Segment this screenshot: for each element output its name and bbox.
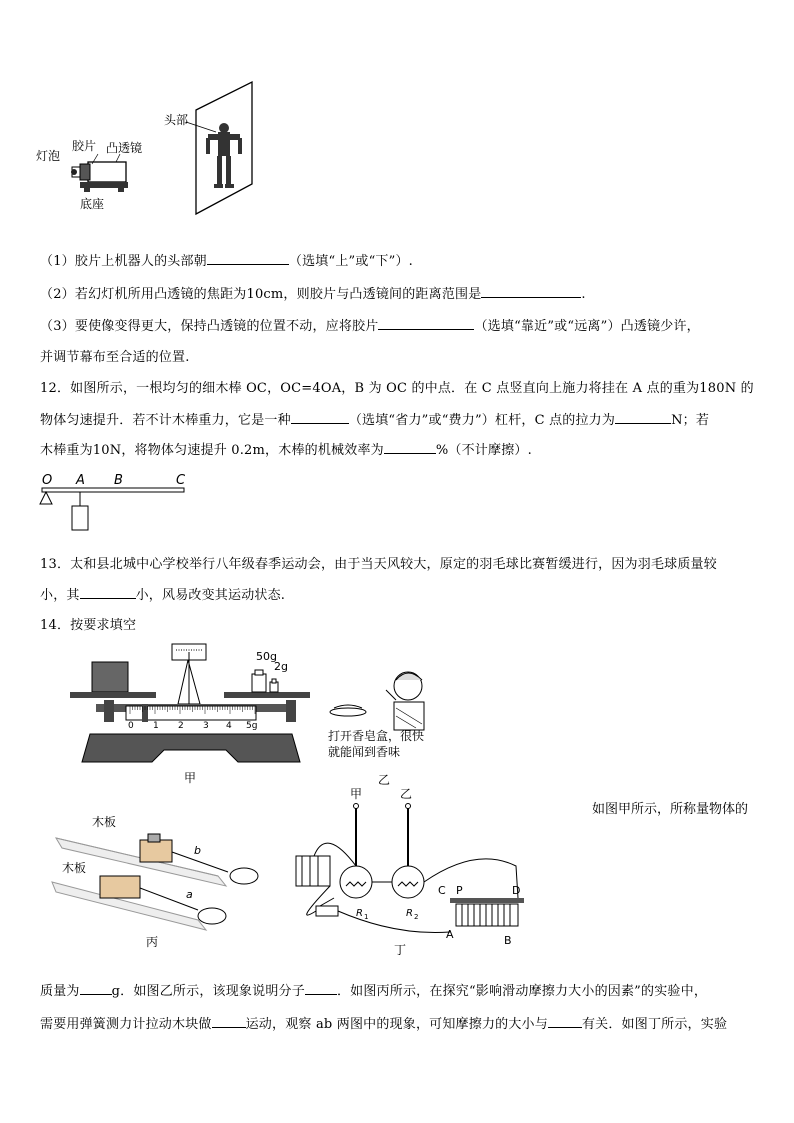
base bbox=[80, 182, 128, 188]
q11-line-4: 并调节幕布至合适的位置. bbox=[40, 350, 190, 365]
label-P: P bbox=[456, 884, 463, 897]
label-R1-sub: 1 bbox=[364, 913, 369, 921]
q12-line-1: 12．如图所示，一根均匀的细木棒 OC，OC=4OA，B 为 OC 的中点．在 C 点竖直向上施力将挂在 A 点的重为180N 的 bbox=[40, 381, 754, 396]
q13-line-2: 小，其 小，风易改变其运动状态. bbox=[40, 584, 285, 603]
rheostat bbox=[456, 904, 518, 926]
perfume-text-1: 打开香皂盒，很快 bbox=[328, 729, 425, 743]
q13-blank[interactable] bbox=[80, 585, 136, 599]
friction-figure bbox=[48, 812, 270, 952]
q11-line-3: （3）要使像变得更大，保持凸透镜的位置不动，应将胶片 （选填“靠近”或“远离”）凸透镜少许， bbox=[40, 315, 700, 334]
projector-figure bbox=[36, 80, 266, 220]
label-O: O bbox=[42, 473, 53, 488]
label-b: b bbox=[194, 844, 201, 857]
weight bbox=[72, 506, 88, 530]
fig-jia: 甲 bbox=[184, 771, 197, 785]
q14-blank-1[interactable] bbox=[80, 981, 112, 995]
q14-blank-2[interactable] bbox=[305, 981, 337, 995]
mass-2g: 2g bbox=[274, 660, 288, 673]
tick-5g: 5g bbox=[246, 721, 258, 731]
rod bbox=[42, 488, 184, 492]
lens-tube bbox=[88, 162, 126, 182]
object-on-pan bbox=[92, 662, 128, 692]
q11-blank-2[interactable] bbox=[481, 284, 581, 298]
label-C: C bbox=[438, 884, 446, 897]
block-a bbox=[100, 876, 140, 898]
perfume-text-2: 就能闻到香味 bbox=[328, 745, 401, 759]
label-R2-sub: 2 bbox=[414, 913, 419, 921]
fig-bing: 丙 bbox=[146, 935, 159, 949]
label-lens: 凸透镜 bbox=[106, 141, 143, 155]
q14-line-1: 质量为 g．如图乙所示，该现象说明分子 ．如图丙所示，在探究“影响滑动摩擦力大小的因素”的实验中， bbox=[40, 980, 707, 999]
lever-figure bbox=[36, 470, 196, 540]
flask-R1 bbox=[340, 866, 372, 898]
tick-1: 1 bbox=[153, 721, 159, 731]
q12-blank-3[interactable] bbox=[384, 440, 436, 454]
pivot bbox=[40, 492, 52, 504]
fig-yi: 乙 bbox=[378, 773, 391, 787]
q11-blank-3[interactable] bbox=[378, 316, 474, 330]
q14-right-text: 如图甲所示，所称量物体的 bbox=[592, 802, 749, 817]
switch bbox=[316, 906, 338, 916]
label-yi-2: 乙 bbox=[400, 787, 413, 801]
label-B: B bbox=[114, 473, 123, 488]
q12-blank-2[interactable] bbox=[615, 410, 671, 424]
perfume-figure bbox=[326, 660, 446, 790]
tick-0: 0 bbox=[128, 721, 134, 731]
label-D: D bbox=[512, 884, 521, 897]
label-B: B bbox=[504, 934, 512, 947]
q14-blank-3[interactable] bbox=[212, 1014, 246, 1028]
q14-line-2: 需要用弹簧测力计拉动木块做 运动，观察 ab 两图中的现象，可知摩擦力的大小与 有关．如图丁所示，实验 bbox=[40, 1013, 727, 1032]
board-label-2: 木板 bbox=[62, 861, 87, 875]
balance-base bbox=[82, 734, 300, 762]
q11-line-1: （1）胶片上机器人的头部朝 （选填“上”或“下”）. bbox=[40, 250, 413, 269]
tick-3: 3 bbox=[203, 721, 209, 731]
q11-blank-1[interactable] bbox=[207, 251, 289, 265]
q14-blank-4[interactable] bbox=[548, 1014, 582, 1028]
label-a: a bbox=[186, 888, 193, 901]
board-label-1: 木板 bbox=[92, 815, 117, 829]
q12-line-2: 物体匀速提升．若不计木棒重力，它是一种 （选填“省力”或“费力”）杠杆，C 点的拉力为 N；若 bbox=[40, 409, 709, 428]
label-R1: R bbox=[356, 908, 363, 919]
fig-ding: 丁 bbox=[394, 943, 407, 957]
label-base: 底座 bbox=[80, 197, 105, 211]
q14-title: 14．按要求填空 bbox=[40, 618, 137, 633]
tick-4: 4 bbox=[226, 721, 232, 731]
battery bbox=[296, 856, 330, 886]
label-A: A bbox=[446, 928, 454, 941]
label-film: 胶片 bbox=[72, 139, 97, 153]
label-R2: R bbox=[406, 908, 413, 919]
label-bulb: 灯泡 bbox=[36, 149, 61, 163]
label-jia-2: 甲 bbox=[350, 787, 363, 801]
balance-figure bbox=[66, 640, 316, 790]
q12-line-3: 木棒重为10N，将物体匀速提升 0.2m，木棒的机械效率为 %（不计摩擦）. bbox=[40, 439, 532, 458]
circuit-figure bbox=[286, 786, 546, 960]
label-C: C bbox=[176, 473, 186, 488]
label-head: 头部 bbox=[164, 113, 189, 127]
label-A: A bbox=[76, 473, 85, 488]
q13-line-1: 13．太和县北城中心学校举行八年级春季运动会，由于当天风较大，原定的羽毛球比赛暂缓进行，因为羽毛球质量较 bbox=[40, 557, 717, 572]
q11-line-2: （2）若幻灯机所用凸透镜的焦距为10cm，则胶片与凸透镜间的距离范围是 . bbox=[40, 283, 586, 302]
block-b bbox=[140, 840, 172, 862]
q12-blank-1[interactable] bbox=[291, 410, 349, 424]
tick-2: 2 bbox=[178, 721, 184, 731]
mass-50g: 50g bbox=[256, 650, 277, 663]
flask-R2 bbox=[392, 866, 424, 898]
